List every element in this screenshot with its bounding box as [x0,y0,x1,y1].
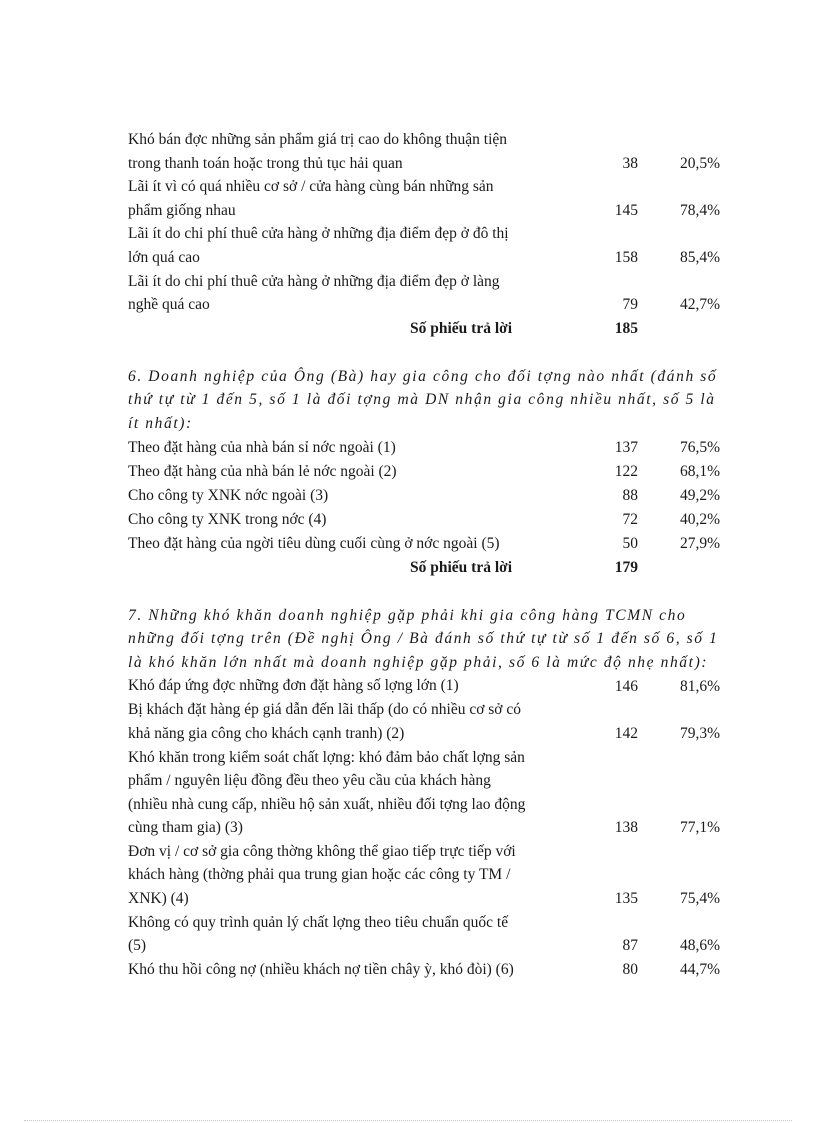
row-count: 50 [622,534,638,552]
row-count: 87 [622,937,638,955]
row-count: 80 [622,961,638,979]
row-text: Khó bán đợc những sản phẩm giá trị cao do không thuận tiện trong thanh toán hoặc trong thủ tục hải quan [128,131,508,172]
total-row [128,317,728,341]
row-count: 122 [614,462,638,480]
total-label: Số phiếu trả lời [410,558,513,576]
row-text: Khó đáp ứng đợc những đơn đặt hàng số lợng lớn (1) [128,677,459,695]
row-text: Bị khách đặt hàng ép giá dẫn đến lãi thấp (do có nhiều cơ sở có khả năng gia công cho khách cạnh tranh) (2) [128,701,522,742]
table-row [128,484,728,508]
row-text: Đơn vị / cơ sở gia công thờng không thể giao tiếp trực tiếp với khách hàng (thờng phải qua trung gian hoặc các công ty TM / XNK) (4) [128,842,516,908]
table-row [128,532,728,556]
row-percent: 68,1% [679,462,720,480]
row-percent: 79,3% [679,724,720,742]
row-count: 38 [622,154,638,172]
row-percent: 44,7% [679,961,720,979]
row-text: Theo đặt hàng của nhà bán lẻ nớc ngoài (2) [128,462,397,480]
table-row [128,674,728,698]
row-count: 137 [614,438,638,456]
row-count: 88 [622,486,638,504]
row-percent: 76,5% [679,438,720,456]
table-row [128,436,728,460]
table-row [128,222,728,269]
total-value: 185 [614,319,638,337]
row-text: Khó khăn trong kiểm soát chất lợng: khó đảm bảo chất lợng sản phẩm / nguyên liệu đồng đều theo yêu cầu của khách hàng (nhiều nhà cung cấp, nhiều hộ sản xuất, nhiều đối tợng lao động cùng tham gia) (3) [128,748,526,837]
total-row [128,556,728,580]
page-footer-divider [24,1120,792,1121]
row-percent: 40,2% [679,510,720,528]
row-count: 146 [614,677,638,695]
table-row [128,508,728,532]
row-percent: 42,7% [679,296,720,314]
table-row [128,911,728,958]
table-row [128,460,728,484]
row-text: Cho công ty XNK nớc ngoài (3) [128,486,329,504]
row-text: Theo đặt hàng của nhà bán sỉ nớc ngoài (1) [128,438,396,456]
row-text: Không có quy trình quản lý chất lợng theo tiêu chuẩn quốc tế (5) [128,913,509,955]
row-percent: 75,4% [679,890,720,908]
table-row [128,270,728,317]
row-text: Lãi ít do chi phí thuê cửa hàng ở những địa điểm đẹp ở đô thị lớn quá cao [128,225,509,266]
table-row [128,746,728,840]
table-row [128,840,728,911]
row-percent: 77,1% [679,819,720,837]
section-5-table [128,128,728,341]
section-6-table [128,436,728,580]
total-label: Số phiếu trả lời [410,319,513,337]
row-text: Lãi ít vì có quá nhiều cơ sở / cửa hàng cùng bán những sản phẩm giống nhau [128,178,494,219]
row-text: Theo đặt hàng của ngời tiêu dùng cuối cùng ở nớc ngoài (5) [128,534,500,552]
row-text: Cho công ty XNK trong nớc (4) [128,510,327,528]
row-percent: 48,6% [679,937,720,955]
row-text: Lãi ít do chi phí thuê cửa hàng ở những địa điểm đẹp ở làng nghề quá cao [128,272,500,314]
row-percent: 81,6% [679,677,720,695]
row-percent: 27,9% [679,534,720,552]
row-count: 138 [614,819,638,837]
table-row [128,175,728,222]
row-count: 72 [622,510,638,528]
question-6: 6. Doanh nghiệp của Ông (Bà) hay gia công cho đối tợng nào nhất (đánh số thứ tự từ 1 đến 5, số 1 là đối tợng mà DN nhận gia công nhiều nhất, số 5 là ít nhất): [128,367,718,432]
row-count: 145 [614,201,638,219]
document-page [128,128,728,982]
row-count: 142 [614,724,638,742]
row-percent: 20,5% [679,154,720,172]
row-count: 135 [614,890,638,908]
table-row [128,698,728,745]
question-7: 7. Những khó khăn doanh nghiệp gặp phải khi gia công hàng TCMN cho những đối tợng trên (Đề nghị Ông / Bà đánh số thứ tự từ số 1 đến số 6, số 1 là khó khăn lớn nhất mà doanh nghiệp gặp phải, số 6 là mức độ nhẹ nhất): [128,606,719,671]
row-count: 158 [614,248,638,266]
section-7-table [128,674,728,982]
row-text: Khó thu hồi công nợ (nhiều khách nợ tiền chây ỳ, khó đòi) (6) [128,960,514,978]
row-percent: 85,4% [679,248,720,266]
table-row [128,958,728,982]
table-row [128,128,728,175]
row-percent: 49,2% [679,486,720,504]
total-value: 179 [614,558,638,576]
row-percent: 78,4% [679,201,720,219]
row-count: 79 [622,296,638,314]
